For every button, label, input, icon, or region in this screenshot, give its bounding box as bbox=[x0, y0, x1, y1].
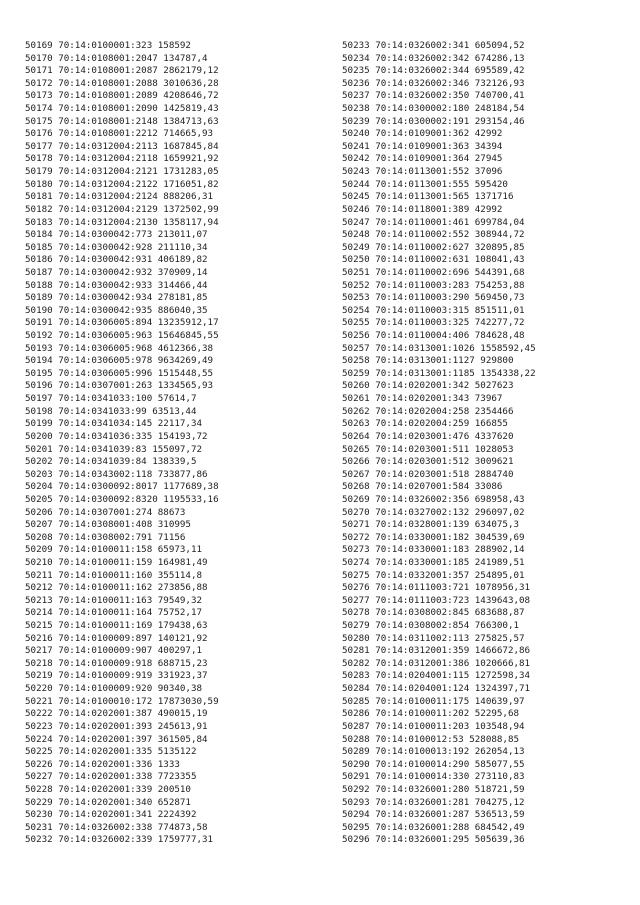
record-row: 50290 70:14:0100014:290 585077,55 bbox=[342, 758, 525, 770]
record-row: 50188 70:14:0300042:933 314466,44 bbox=[25, 279, 208, 291]
record-row: 50184 70:14:0300042:773 213011,07 bbox=[25, 229, 208, 241]
record-row: 50235 70:14:0326002:344 695589,42 bbox=[342, 65, 525, 77]
record-row: 50260 70:14:0202001:342 5027623 bbox=[342, 380, 514, 392]
record-row: 50214 70:14:0100011:164 75752,17 bbox=[25, 607, 203, 619]
record-row: 50197 70:14:0341033:100 57614,7 bbox=[25, 393, 197, 405]
record-row: 50292 70:14:0326001:280 518721,59 bbox=[342, 783, 525, 795]
record-row: 50258 70:14:0313001:1127 929800 bbox=[342, 355, 514, 367]
record-row: 50180 70:14:0312004:2122 1716051,82 bbox=[25, 178, 219, 190]
record-row: 50295 70:14:0326001:288 684542,49 bbox=[342, 821, 525, 833]
record-row: 50206 70:14:0307001:274 88673 bbox=[25, 506, 186, 518]
record-row: 50208 70:14:0308002:791 71156 bbox=[25, 531, 186, 543]
record-row: 50255 70:14:0110003:325 742277,72 bbox=[342, 317, 525, 329]
record-row: 50222 70:14:0202001:387 490015,19 bbox=[25, 708, 208, 720]
record-row: 50247 70:14:0110001:461 699784,04 bbox=[342, 216, 525, 228]
record-row: 50232 70:14:0326002:339 1759777,31 bbox=[25, 834, 214, 846]
record-row: 50287 70:14:0100011:203 103548,94 bbox=[342, 720, 525, 732]
record-row: 50276 70:14:0111003:721 1078956,31 bbox=[342, 582, 531, 594]
record-row: 50264 70:14:0203001:476 4337620 bbox=[342, 430, 514, 442]
record-row: 50284 70:14:0204001:124 1324397,71 bbox=[342, 683, 531, 695]
record-row: 50223 70:14:0202001:393 245613,91 bbox=[25, 720, 208, 732]
record-row: 50267 70:14:0203001:518 2884740 bbox=[342, 468, 514, 480]
record-row: 50173 70:14:0108001:2089 4208646,72 bbox=[25, 90, 219, 102]
record-row: 50291 70:14:0100014:330 273110,83 bbox=[342, 771, 525, 783]
record-row: 50280 70:14:0311002:113 275825,57 bbox=[342, 632, 525, 644]
record-row: 50266 70:14:0203001:512 3009621 bbox=[342, 456, 514, 468]
record-row: 50262 70:14:0202004:258 2354466 bbox=[342, 405, 514, 417]
record-row: 50193 70:14:0306005:968 4612366,38 bbox=[25, 342, 214, 354]
record-row: 50248 70:14:0110002:552 308944,72 bbox=[342, 229, 525, 241]
record-row: 50238 70:14:0300002:180 248184,54 bbox=[342, 103, 525, 115]
record-row: 50296 70:14:0326001:295 505639,36 bbox=[342, 834, 525, 846]
record-row: 50219 70:14:0100009:919 331923,37 bbox=[25, 670, 208, 682]
record-row: 50194 70:14:0306005:978 9634269,49 bbox=[25, 355, 214, 367]
record-row: 50201 70:14:0341039:83 155097,72 bbox=[25, 443, 203, 455]
record-row: 50241 70:14:0109001:363 34394 bbox=[342, 140, 503, 152]
record-row: 50192 70:14:0306005:963 15646845,55 bbox=[25, 330, 219, 342]
record-row: 50185 70:14:0300042:928 211110,34 bbox=[25, 241, 208, 253]
record-row: 50178 70:14:0312004:2118 1659921,92 bbox=[25, 153, 219, 165]
record-row: 50272 70:14:0330001:182 304539,69 bbox=[342, 531, 525, 543]
record-row: 50177 70:14:0312004:2113 1687845,84 bbox=[25, 140, 219, 152]
record-row: 50251 70:14:0110002:696 544391,68 bbox=[342, 266, 525, 278]
record-row: 50293 70:14:0326001:281 704275,12 bbox=[342, 796, 525, 808]
record-row: 50271 70:14:0328001:139 634075,3 bbox=[342, 519, 520, 531]
record-row: 50175 70:14:0108001:2148 1384713,63 bbox=[25, 115, 219, 127]
record-row: 50191 70:14:0306005:894 13235912,17 bbox=[25, 317, 219, 329]
record-row: 50176 70:14:0108001:2212 714665,93 bbox=[25, 128, 214, 140]
record-row: 50220 70:14:0100009:920 90340,38 bbox=[25, 683, 203, 695]
record-row: 50239 70:14:0300002:191 293154,46 bbox=[342, 115, 525, 127]
record-row: 50205 70:14:0300092:8320 1195533,16 bbox=[25, 493, 219, 505]
record-row: 50282 70:14:0312001:386 1020666,81 bbox=[342, 657, 531, 669]
left-column bbox=[25, 40, 219, 847]
record-row: 50268 70:14:0207001:584 33086 bbox=[342, 481, 503, 493]
record-row: 50286 70:14:0100011:202 52295,68 bbox=[342, 708, 520, 720]
record-row: 50230 70:14:0202001:341 2224392 bbox=[25, 809, 197, 821]
record-row: 50200 70:14:0341036:335 154193,72 bbox=[25, 430, 208, 442]
record-row: 50274 70:14:0330001:185 241989,51 bbox=[342, 556, 525, 568]
record-row: 50218 70:14:0100009:918 688715,23 bbox=[25, 657, 208, 669]
record-row: 50210 70:14:0100011:159 164981,49 bbox=[25, 556, 208, 568]
record-row: 50283 70:14:0204001:115 1272598,34 bbox=[342, 670, 531, 682]
record-row: 50281 70:14:0312001:359 1466672,86 bbox=[342, 645, 531, 657]
record-row: 50285 70:14:0100011:175 140639,97 bbox=[342, 695, 525, 707]
record-row: 50174 70:14:0108001:2090 1425819,43 bbox=[25, 103, 219, 115]
record-row: 50170 70:14:0108001:2047 134787,4 bbox=[25, 52, 208, 64]
right-column bbox=[342, 40, 536, 847]
record-row: 50225 70:14:0202001:335 5135122 bbox=[25, 746, 197, 758]
record-row: 50237 70:14:0326002:350 740700,41 bbox=[342, 90, 525, 102]
record-row: 50187 70:14:0300042:932 370909,14 bbox=[25, 266, 208, 278]
record-row: 50244 70:14:0113001:555 595420 bbox=[342, 178, 508, 190]
record-row: 50195 70:14:0306005:996 1515448,55 bbox=[25, 367, 214, 379]
record-row: 50250 70:14:0110002:631 108041,43 bbox=[342, 254, 525, 266]
record-row: 50279 70:14:0308002:854 766300,1 bbox=[342, 620, 520, 632]
record-row: 50249 70:14:0110002:627 320895,85 bbox=[342, 241, 525, 253]
record-row: 50278 70:14:0308002:845 683688,87 bbox=[342, 607, 525, 619]
record-row: 50215 70:14:0100011:169 179438,63 bbox=[25, 620, 208, 632]
record-row: 50256 70:14:0110004:406 784628,48 bbox=[342, 330, 525, 342]
record-row: 50273 70:14:0330001:183 288902,14 bbox=[342, 544, 525, 556]
record-row: 50226 70:14:0202001:336 1333 bbox=[25, 758, 180, 770]
record-row: 50269 70:14:0326002:356 698958,43 bbox=[342, 493, 525, 505]
record-row: 50233 70:14:0326002:341 605094,52 bbox=[342, 40, 525, 51]
record-row: 50289 70:14:0100013:192 262054,13 bbox=[342, 746, 525, 758]
record-row: 50288 70:14:0100012:53 528088,85 bbox=[342, 733, 520, 745]
record-row: 50203 70:14:0343002:118 733877,86 bbox=[25, 468, 208, 480]
record-row: 50186 70:14:0300042:931 406189,82 bbox=[25, 254, 208, 266]
record-row: 50261 70:14:0202001:343 73967 bbox=[342, 393, 503, 405]
record-row: 50216 70:14:0100009:897 140121,92 bbox=[25, 632, 208, 644]
record-row: 50246 70:14:0118001:389 42992 bbox=[342, 203, 503, 215]
record-row: 50221 70:14:0100010:172 17873030,59 bbox=[25, 695, 219, 707]
record-row: 50212 70:14:0100011:162 273856,88 bbox=[25, 582, 208, 594]
record-row: 50257 70:14:0313001:1026 1558592,45 bbox=[342, 342, 536, 354]
record-row: 50172 70:14:0108001:2088 3010636,28 bbox=[25, 77, 219, 89]
record-row: 50181 70:14:0312004:2124 888206,31 bbox=[25, 191, 214, 203]
record-row: 50265 70:14:0203001:511 1028053 bbox=[342, 443, 514, 455]
record-row: 50199 70:14:0341034:145 22117,34 bbox=[25, 418, 203, 430]
record-row: 50263 70:14:0202004:259 166855 bbox=[342, 418, 508, 430]
record-row: 50190 70:14:0300042:935 886040,35 bbox=[25, 304, 208, 316]
record-row: 50270 70:14:0327002:132 296097,02 bbox=[342, 506, 525, 518]
record-row: 50252 70:14:0110003:283 754253,88 bbox=[342, 279, 525, 291]
record-row: 50242 70:14:0109001:364 27945 bbox=[342, 153, 503, 165]
record-row: 50236 70:14:0326002:346 732126,93 bbox=[342, 77, 525, 89]
record-row: 50254 70:14:0110003:315 851511,01 bbox=[342, 304, 525, 316]
record-row: 50234 70:14:0326002:342 674286,13 bbox=[342, 52, 525, 64]
record-row: 50209 70:14:0100011:158 65973,11 bbox=[25, 544, 203, 556]
record-row: 50224 70:14:0202001:397 361505,84 bbox=[25, 733, 208, 745]
record-row: 50211 70:14:0100011:160 355114,8 bbox=[25, 569, 203, 581]
record-row: 50275 70:14:0332001:357 254895,01 bbox=[342, 569, 525, 581]
record-row: 50171 70:14:0108001:2087 2862179,12 bbox=[25, 65, 219, 77]
record-row: 50231 70:14:0326002:338 774873,58 bbox=[25, 821, 208, 833]
record-row: 50240 70:14:0109001:362 42992 bbox=[342, 128, 503, 140]
record-row: 50243 70:14:0113001:552 37096 bbox=[342, 166, 503, 178]
record-row: 50204 70:14:0300092:8017 1177689,38 bbox=[25, 481, 219, 493]
record-row: 50183 70:14:0312004:2130 1358117,94 bbox=[25, 216, 219, 228]
record-row: 50207 70:14:0308001:408 310995 bbox=[25, 519, 191, 531]
record-row: 50217 70:14:0100009:907 400297,1 bbox=[25, 645, 203, 657]
record-row: 50213 70:14:0100011:163 79549,32 bbox=[25, 594, 203, 606]
record-row: 50253 70:14:0110003:290 569450,73 bbox=[342, 292, 525, 304]
record-row: 50229 70:14:0202001:340 652871 bbox=[25, 796, 191, 808]
record-row: 50182 70:14:0312004:2129 1372502,99 bbox=[25, 203, 219, 215]
record-row: 50189 70:14:0300042:934 278181,85 bbox=[25, 292, 208, 304]
record-row: 50196 70:14:0307001:263 1334565,93 bbox=[25, 380, 214, 392]
record-row: 50179 70:14:0312004:2121 1731283,05 bbox=[25, 166, 219, 178]
record-row: 50294 70:14:0326001:287 536513,59 bbox=[342, 809, 525, 821]
record-row: 50259 70:14:0313001:1185 1354338,22 bbox=[342, 367, 536, 379]
record-row: 50202 70:14:0341039:84 138339,5 bbox=[25, 456, 197, 468]
record-row: 50277 70:14:0111003:723 1439643,08 bbox=[342, 594, 531, 606]
record-row: 50169 70:14:0100001:323 158592 bbox=[25, 40, 191, 51]
record-row: 50228 70:14:0202001:339 200510 bbox=[25, 783, 191, 795]
record-row: 50245 70:14:0113001:565 1371716 bbox=[342, 191, 514, 203]
record-row: 50227 70:14:0202001:338 7723355 bbox=[25, 771, 197, 783]
record-row: 50198 70:14:0341033:99 63513,44 bbox=[25, 405, 197, 417]
